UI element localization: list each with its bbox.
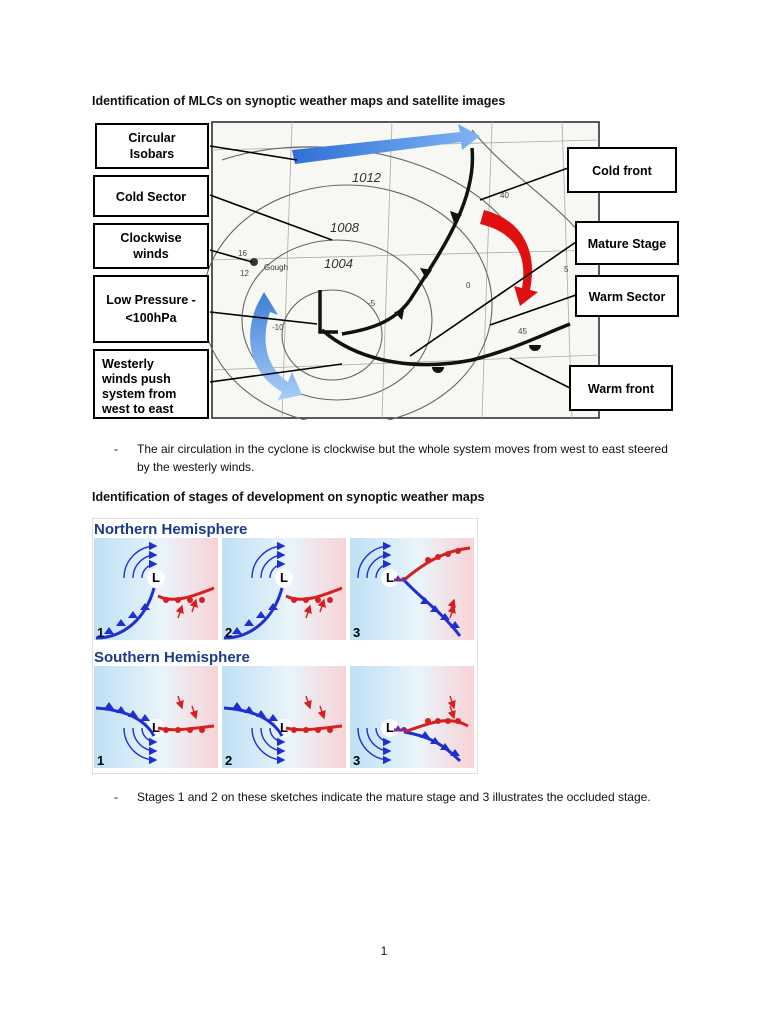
southern-hemisphere-label: Southern Hemisphere [94,649,250,666]
sh-stage-1-low-label: L [152,720,160,735]
callout-circular-isobars-line1: Circular [128,131,176,145]
map-number-0: 0 [466,281,471,290]
callout-clockwise-winds-line2: winds [133,247,169,261]
nh-stage-2-warm-front-bump-4 [327,597,333,603]
callout-mature-stage [576,222,678,264]
place-label-gough: Gough [264,263,289,272]
bullet-air-circulation-text: The air circulation in the cyclone is clockwise but the whole system moves from west to east steered by the westerly winds. [137,442,668,474]
northern-hemisphere-label: Northern Hemisphere [94,521,248,538]
nh-stage-2-number: 2 [225,625,233,640]
callout-mature-stage-text: Mature Stage [587,237,667,251]
nh-stage-1-number: 1 [97,625,105,640]
nh-stage-3-warm-front-bump-1 [425,557,431,563]
nh-stage-1-warm-front-bump-1 [163,597,169,603]
callout-warm-sector-text: Warm Sector [588,290,666,304]
callout-low-pressure-line1: Low Pressure - [106,293,196,307]
isobar-label-1004: 1004 [324,256,353,271]
nh-stage-1-panel [94,538,218,640]
callout-circular-isobars-line2: Isobars [129,147,175,161]
nh-stage-3-number: 3 [353,625,361,640]
sh-stage-2-warm-front-bump-4 [327,727,333,733]
callout-cold-front-text: Cold front [592,164,652,178]
sh-stage-2-background [222,666,346,768]
sh-stage-3-number: 3 [353,753,361,768]
sh-stage-2-number: 2 [225,753,233,768]
nh-stage-2-low-label: L [280,570,288,585]
callout-low-pressure [94,276,208,342]
isobar-label-1012: 1012 [352,170,381,185]
bullet-stages-text: Stages 1 and 2 on these sketches indicate the mature stage and 3 illustrates the occluded stage. [137,790,651,804]
sh-stage-3-low-label: L [386,720,394,735]
callout-cold-front [568,148,676,192]
sh-stage-3-warm-front-bump-2 [435,718,441,724]
nh-stage-2-panel [222,538,346,640]
nh-stage-1-warm-front-bump-2 [175,597,181,603]
synoptic-map-figure [92,120,680,420]
nh-stage-1-warm-front-bump-3 [187,597,193,603]
sh-stage-3-warm-front-bump-1 [425,718,431,724]
nh-stage-2-background [222,538,346,640]
nh-stage-3-panel [350,538,474,640]
callout-cold-sector-text: Cold Sector [115,190,187,204]
sh-stage-1-number: 1 [97,753,105,768]
sh-stage-3-panel [350,666,474,768]
nh-stage-3-warm-front-bump-2 [435,554,441,560]
nh-stage-1-low-label: L [152,570,160,585]
sh-stage-2-warm-front-bump-3 [315,727,321,733]
map-number-minus5: -5 [368,299,376,308]
callout-cold-sector [94,176,208,216]
map-number-12: 12 [240,269,249,278]
callout-clockwise-winds [94,224,208,268]
sh-stage-1-warm-front-bump-3 [187,727,193,733]
sh-stage-1-panel [94,666,218,768]
map-number-40: 40 [500,191,509,200]
page-number: 1 [380,944,388,958]
callout-westerly-winds [94,350,208,418]
callout-warm-front-text: Warm front [587,382,655,396]
bullet-dash: - [114,442,118,456]
isobar-label-1008: 1008 [330,220,359,235]
callout-warm-front [570,366,672,410]
hemisphere-stages-figure [92,518,478,774]
sh-stage-2-warm-front-bump-1 [291,727,297,733]
sh-stage-3-warm-front-bump-3 [445,718,451,724]
sh-stage-1-warm-front-bump-4 [199,727,205,733]
callout-westerly-line4: west to east [102,402,174,416]
sh-stage-1-warm-front-bump-2 [175,727,181,733]
map-number-minus10: -10 [272,323,284,332]
nh-stage-1-warm-front-bump-4 [199,597,205,603]
map-number-45: 45 [518,327,527,336]
sh-stage-3-warm-front-bump-4 [455,718,461,724]
nh-stage-2-warm-front-bump-3 [315,597,321,603]
nh-stage-2-warm-front-bump-2 [303,597,309,603]
callout-westerly-line2: winds push [102,372,171,386]
bullet-dash: - [114,790,118,804]
callout-clockwise-winds-line1: Clockwise [120,231,182,245]
map-number-5: 5 [564,265,569,274]
sh-stage-1-warm-front-bump-1 [163,727,169,733]
map-number-16: 16 [238,249,247,258]
sh-stage-1-background [94,666,218,768]
nh-stage-2-warm-front-bump-1 [291,597,297,603]
sh-stage-2-low-label: L [280,720,288,735]
heading-stages-development: Identification of stages of development on synoptic weather maps [92,490,485,504]
callout-westerly-line1: Westerly [102,357,154,371]
nh-stage-1-background [94,538,218,640]
nh-stage-3-warm-front-bump-4 [455,548,461,554]
callout-westerly-line3: system from [102,387,177,401]
sh-stage-2-panel [222,666,346,768]
heading-mlc-identification: Identification of MLCs on synoptic weather maps and satellite images [92,94,506,108]
callout-warm-sector [576,276,678,316]
nh-stage-3-low-label: L [386,570,394,585]
callout-low-pressure-line2: <100hPa [125,311,177,325]
callout-circular-isobars [96,124,208,168]
nh-stage-3-warm-front-bump-3 [445,551,451,557]
sh-stage-2-warm-front-bump-2 [303,727,309,733]
